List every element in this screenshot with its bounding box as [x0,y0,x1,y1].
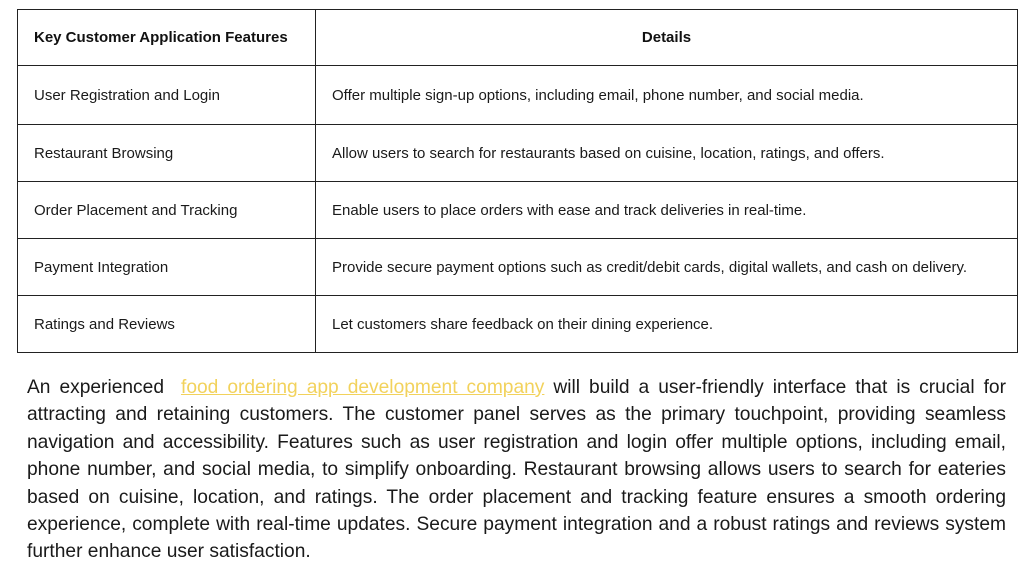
detail-cell: Offer multiple sign-up options, including email, phone number, and social media. [316,66,1018,125]
table-row [18,125,1018,182]
table-header-row [18,10,1018,66]
feature-cell: Order Placement and Tracking [18,182,316,239]
paragraph-intro: An experienced [27,377,173,398]
body-paragraph [27,374,1006,566]
detail-cell: Let customers share feedback on their dining experience. [316,296,1018,353]
feature-cell: Restaurant Browsing [18,125,316,182]
features-table [17,9,1018,353]
header-features: Key Customer Application Features [18,10,316,66]
paragraph-body: will build a user-friendly interface that is crucial for attracting and retaining customers. The customer panel serves as the primary touchpoint, providing seamless navigation and accessibility. Features such as user registration and login offer multiple options, including email, phone number, and social media, to simplify onboarding. Restaurant browsing allows users to search for eateries based on cuisine, location, and ratings. The order placement and tracking feature ensures a smooth ordering experience, complete with real-time updates. Secure payment integration and a robust ratings and reviews system further enhance user satisfaction. [27,377,1006,563]
detail-cell: Allow users to search for restaurants based on cuisine, location, ratings, and offers. [316,125,1018,182]
table-row [18,239,1018,296]
company-link[interactable]: food ordering app development company [180,377,545,398]
table-row [18,66,1018,125]
feature-cell: Payment Integration [18,239,316,296]
feature-cell: Ratings and Reviews [18,296,316,353]
feature-cell: User Registration and Login [18,66,316,125]
header-details: Details [316,10,1018,66]
detail-cell: Enable users to place orders with ease and track deliveries in real-time. [316,182,1018,239]
detail-cell: Provide secure payment options such as credit/debit cards, digital wallets, and cash on delivery. [316,239,1018,296]
table-row [18,296,1018,353]
table-row [18,182,1018,239]
